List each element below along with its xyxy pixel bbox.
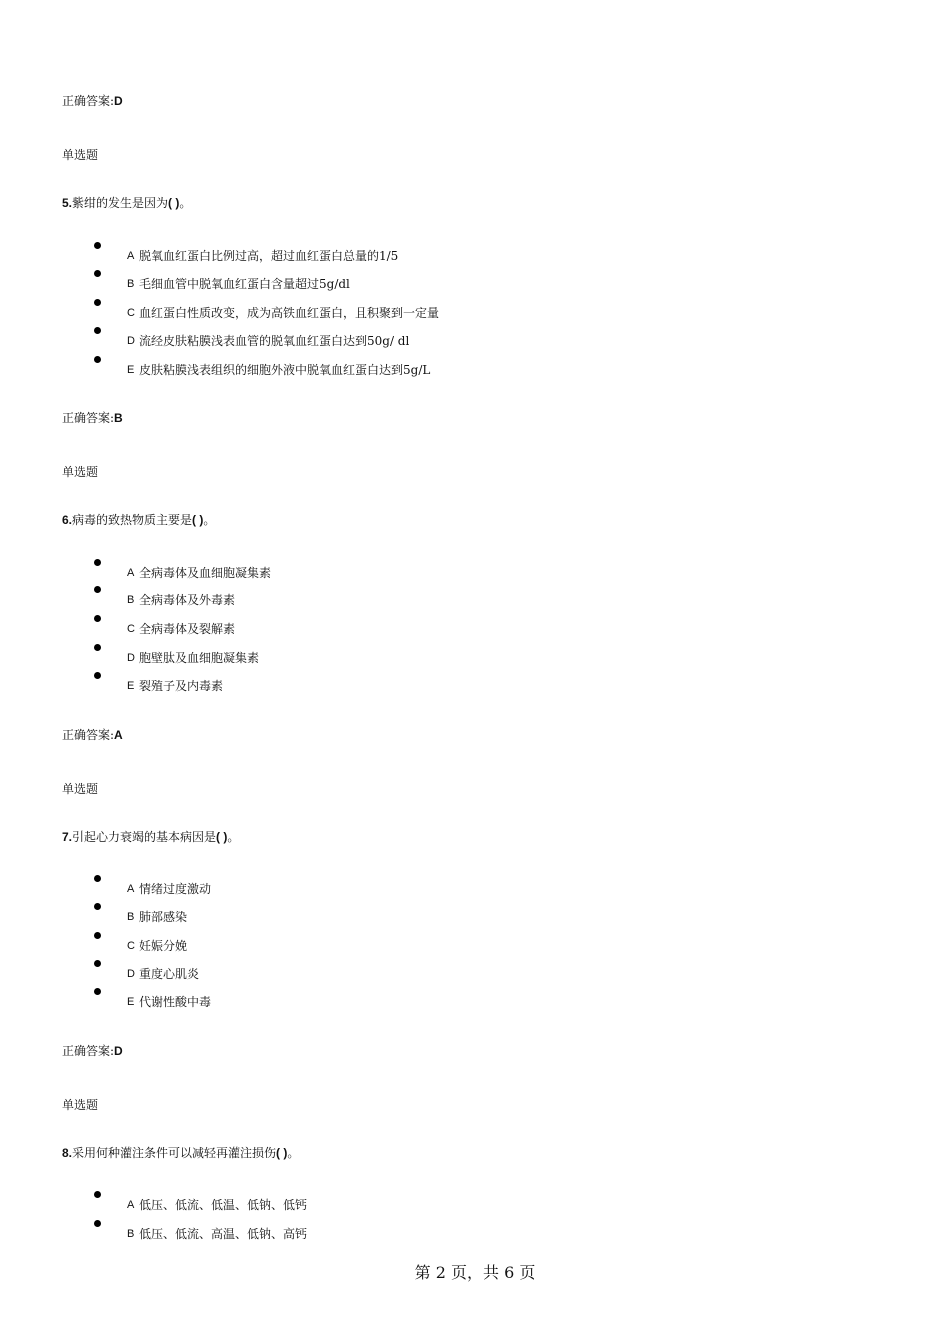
question-stem-q7 (62, 829, 239, 845)
option-letter: A (127, 250, 135, 262)
bullet-icon (94, 903, 101, 910)
option-text: 低压、低流、高温、低钠、高钙 (139, 1227, 308, 1241)
option-letter: D (127, 652, 135, 664)
bullet-icon (94, 242, 101, 249)
option-text: 妊娠分娩 (139, 939, 188, 953)
option-text: 低压、低流、低温、低钠、低钙 (139, 1198, 308, 1212)
option-letter: B (127, 911, 135, 923)
question-stem-q5 (62, 195, 191, 211)
question-type-q7: 单选题 (62, 782, 99, 796)
option-text: 流经皮肤粘膜浅表血管的脱氧血红蛋白达到50g/ dl (139, 334, 410, 348)
bullet-icon (94, 1191, 101, 1198)
question-stem-q6 (62, 512, 215, 528)
bullet-icon (94, 327, 101, 334)
answer-label: 正确答案: (62, 1044, 115, 1058)
answer-line-q7 (62, 1043, 123, 1059)
option-letter: D (127, 968, 135, 980)
option-letter: C (127, 307, 135, 319)
option-text: 皮肤粘膜浅表组织的细胞外液中脱氧血红蛋白达到5g/L (139, 363, 431, 377)
answer-value: B (114, 411, 123, 425)
bullet-icon (94, 875, 101, 882)
answer-value: A (114, 728, 123, 742)
question-paren: ( ) (216, 830, 228, 844)
option-letter: E (127, 364, 135, 376)
option-letter: E (127, 996, 135, 1008)
question-text: 病毒的致热物质主要是 (72, 513, 193, 527)
question-number: 5. (62, 196, 73, 210)
answer-label: 正确答案: (62, 411, 115, 425)
bullet-icon (94, 356, 101, 363)
bullet-icon (94, 615, 101, 622)
answer-line-q5 (62, 410, 123, 426)
bullet-icon (94, 270, 101, 277)
answer-line-q4 (62, 93, 123, 109)
question-end: 。 (203, 513, 216, 527)
question-text: 紫绀的发生是因为 (72, 196, 169, 210)
question-type-q8: 单选题 (62, 1098, 99, 1112)
option-text: 脱氧血红蛋白比例过高，超过血红蛋白总量的1/5 (139, 249, 399, 263)
option-letter: C (127, 623, 135, 635)
bullet-icon (94, 559, 101, 566)
answer-label: 正确答案: (62, 94, 115, 108)
answer-value: D (114, 94, 123, 108)
option-text: 情绪过度激动 (139, 882, 212, 896)
bullet-icon (94, 932, 101, 939)
option-letter: A (127, 567, 135, 579)
option-letter: B (127, 594, 135, 606)
option-letter: E (127, 680, 135, 692)
question-text: 采用何种灌注条件可以减轻再灌注损伤 (72, 1146, 277, 1160)
option-text: 全病毒体及外毒素 (139, 593, 236, 607)
option-text: 肺部感染 (139, 910, 188, 924)
bullet-icon (94, 988, 101, 995)
question-type-q6: 单选题 (62, 465, 99, 479)
option-letter: C (127, 940, 135, 952)
bullet-icon (94, 644, 101, 651)
option-letter: B (127, 278, 135, 290)
question-stem-q8 (62, 1145, 299, 1161)
option-text: 全病毒体及血细胞凝集素 (139, 566, 272, 580)
option-letter: A (127, 1199, 135, 1211)
option-text: 裂殖子及内毒素 (139, 679, 224, 693)
option-text: 毛细血管中脱氧血红蛋白含量超过5g/dl (139, 277, 350, 291)
question-end: 。 (179, 196, 192, 210)
option-text: 全病毒体及裂解素 (139, 622, 236, 636)
question-type-q5: 单选题 (62, 148, 99, 162)
question-paren: ( ) (276, 1146, 288, 1160)
answer-line-q6 (62, 727, 123, 743)
option-text: 血红蛋白性质改变，成为高铁血红蛋白，且积聚到一定量 (139, 306, 440, 320)
question-text: 引起心力衰竭的基本病因是 (72, 830, 217, 844)
bullet-icon (94, 672, 101, 679)
question-number: 7. (62, 830, 73, 844)
option-text: 重度心肌炎 (139, 967, 200, 981)
answer-value: D (114, 1044, 123, 1058)
question-end: 。 (287, 1146, 300, 1160)
bullet-icon (94, 586, 101, 593)
question-paren: ( ) (192, 513, 204, 527)
answer-label: 正确答案: (62, 728, 115, 742)
question-number: 8. (62, 1146, 73, 1160)
question-paren: ( ) (168, 196, 180, 210)
bullet-icon (94, 960, 101, 967)
option-text: 代谢性酸中毒 (139, 995, 212, 1009)
option-letter: A (127, 883, 135, 895)
question-number: 6. (62, 513, 73, 527)
question-end: 。 (227, 830, 240, 844)
option-text: 胞壁肽及血细胞凝集素 (139, 651, 260, 665)
option-letter: D (127, 335, 135, 347)
page-footer: 第 2 页，共 6 页 (414, 1263, 536, 1282)
bullet-icon (94, 299, 101, 306)
option-letter: B (127, 1228, 135, 1240)
bullet-icon (94, 1220, 101, 1227)
